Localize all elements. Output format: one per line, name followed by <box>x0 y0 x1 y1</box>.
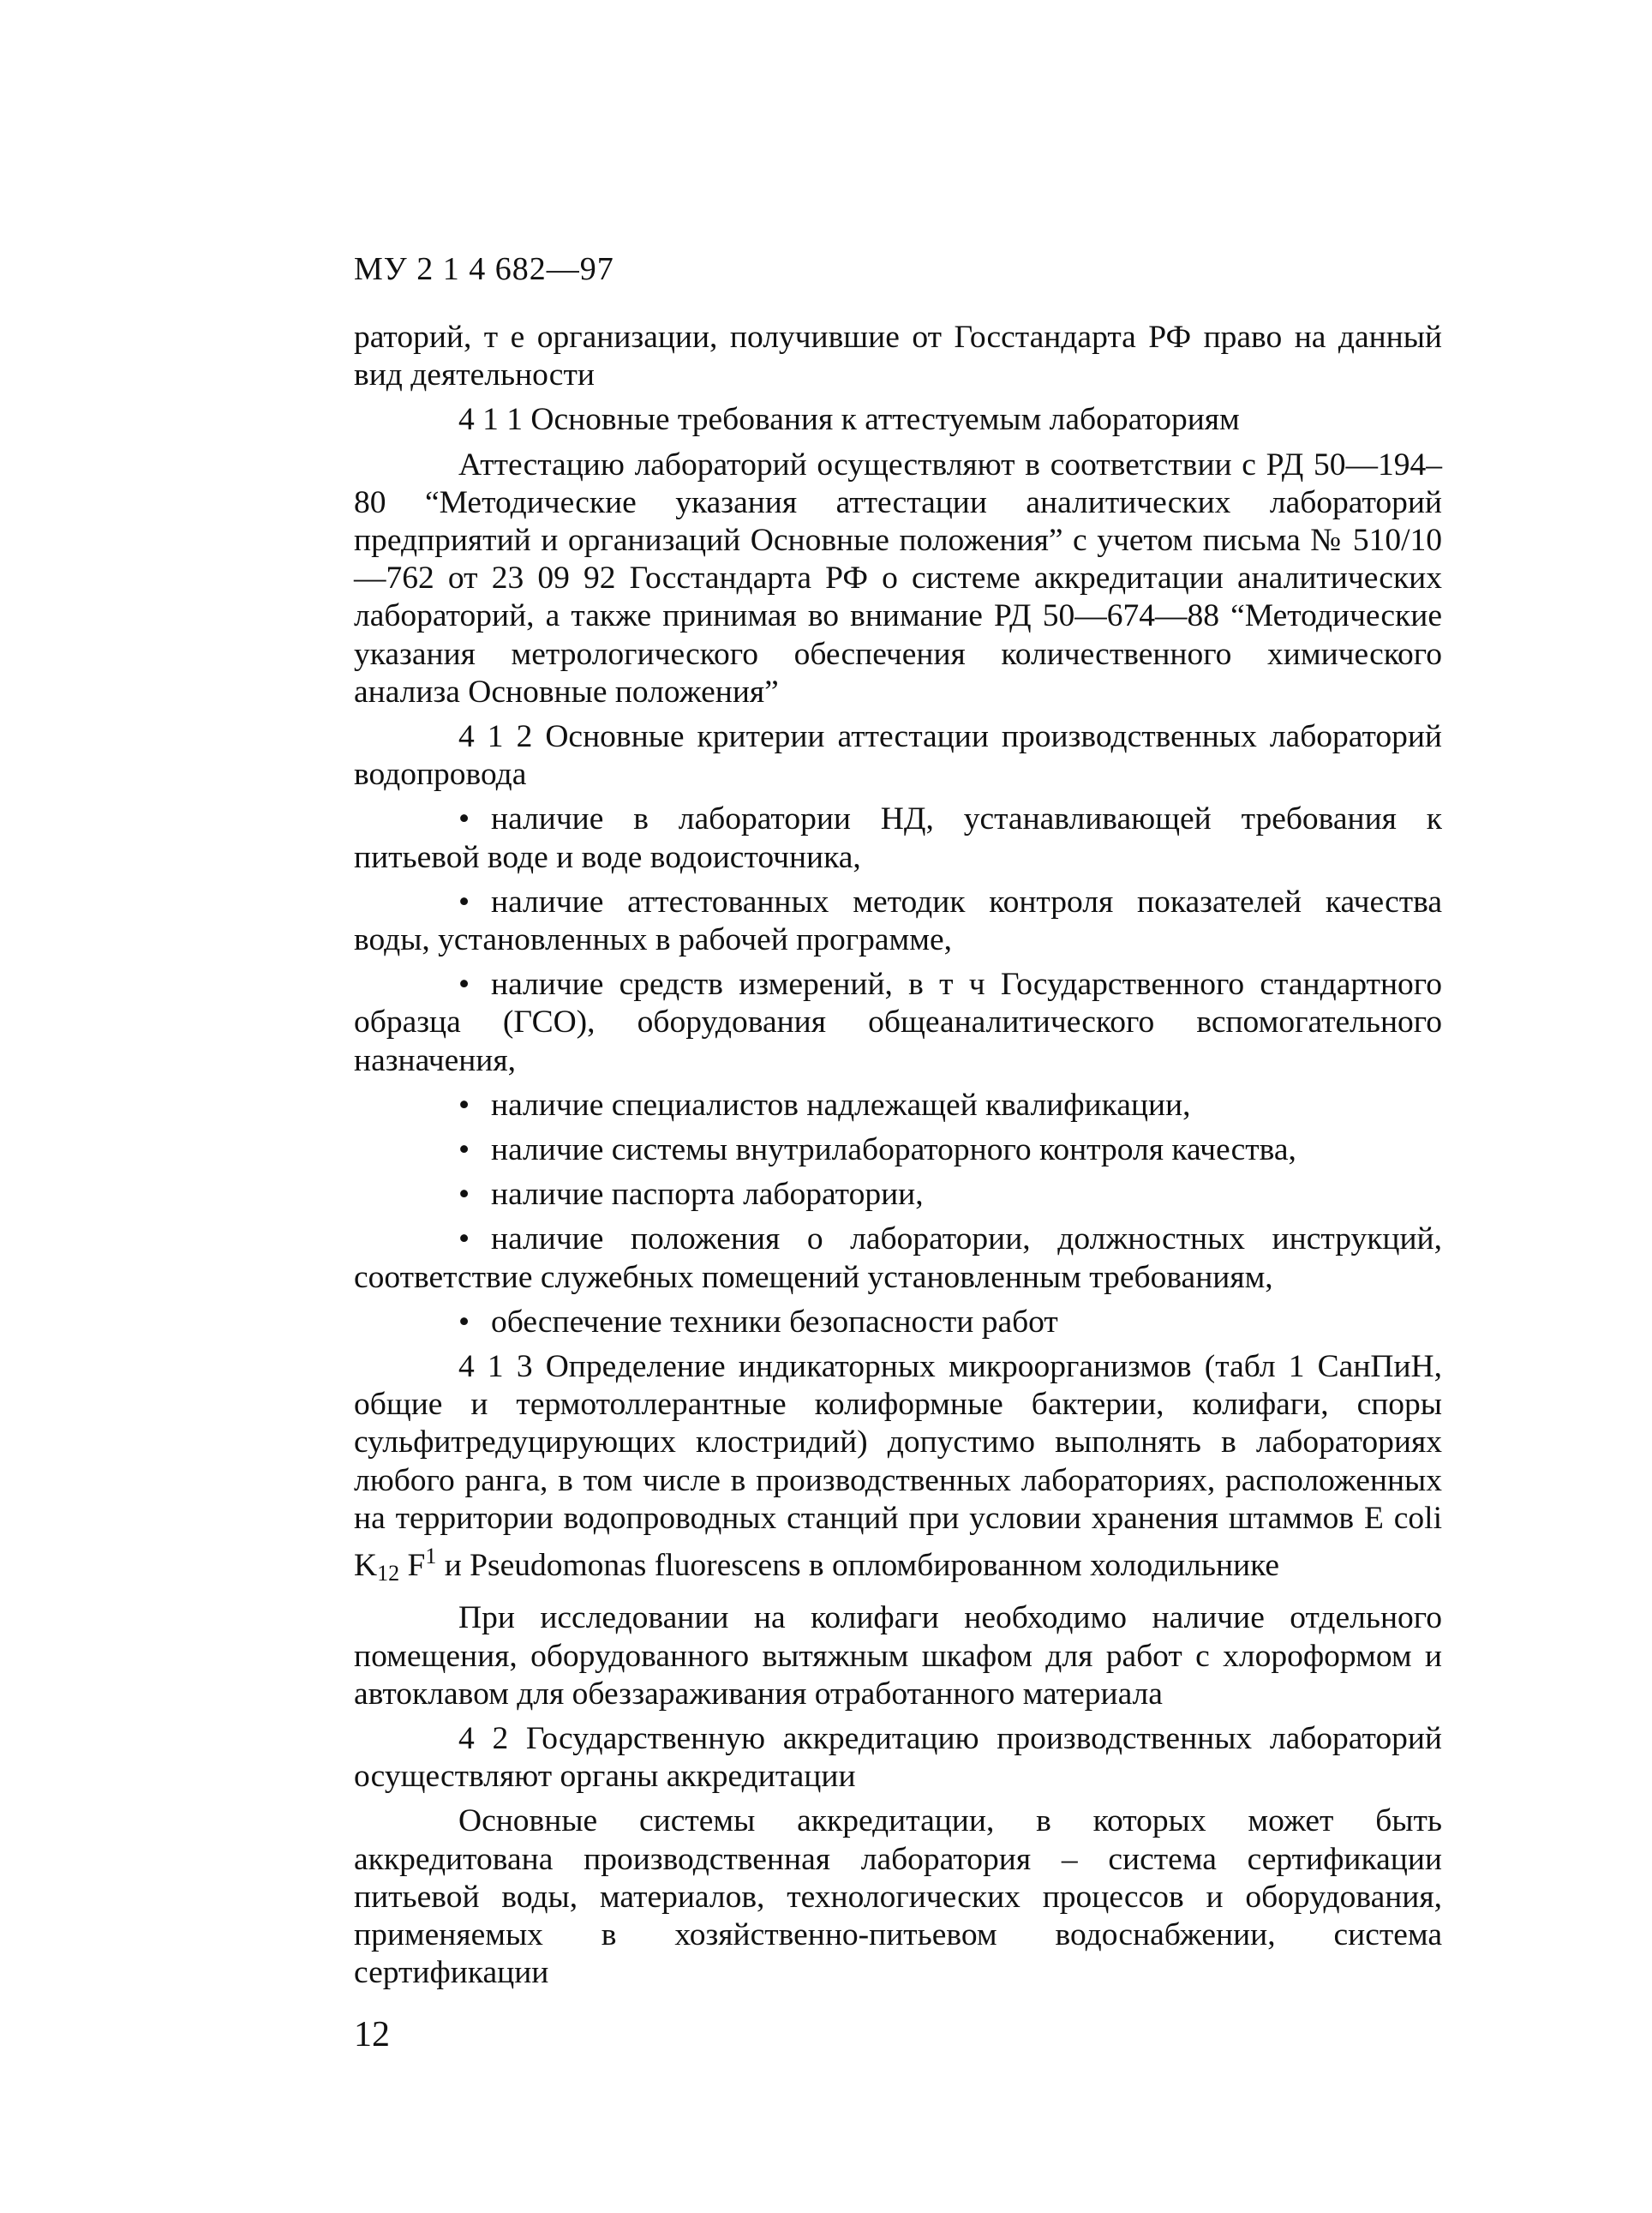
body-text <box>354 319 1442 1999</box>
bullet-icon: • <box>458 1221 470 1257</box>
section-4-1-2-heading: 4 1 2 Основные критерии аттестации производственных лабораторий водопровода <box>354 719 1442 793</box>
list-item-text: наличие аттестованных методик контроля показателей качества воды, установленных в рабочей программе, <box>354 884 1442 958</box>
document-code-header: МУ 2 1 4 682—97 <box>354 251 614 287</box>
list-item <box>354 801 1442 876</box>
section-4-1-1-heading: 4 1 1 Основные требования к аттестуемым лабораториям <box>458 402 1240 438</box>
bullet-icon: • <box>458 1177 470 1213</box>
paragraph-attestation: Аттестацию лабораторий осуществляют в соответствии с РД 50—194– 80 “Методические указания аттестации аналитических лабораторий предприятий и организаций Основные положения” с учетом письма № 510/10—762 от 23 09 92 Госстандарта РФ о системе аккредитации аналитических лабораторий, а также принимая во внимание РД 50—674—88 “Методические указания метрологического обеспечения количественного химического анализа Основные положения” <box>354 447 1442 710</box>
list-item-text: наличие положения о лаборатории, должностных инструкций, соответствие служебных помещений установленным требованиям, <box>354 1221 1442 1295</box>
paragraph-coliphages: При исследовании на колифаги необходимо наличие отдельного помещения, оборудованного вытяжным шкафом для работ с хлороформом и автоклавом для обеззараживания отработанного материала <box>354 1600 1442 1712</box>
bullet-icon: • <box>458 1304 470 1340</box>
bullet-icon: • <box>458 884 470 920</box>
page-number: 12 <box>354 2015 390 2054</box>
list-item <box>354 1176 1442 1214</box>
list-item-text: наличие системы внутрилабораторного контроля качества, <box>491 1132 1296 1168</box>
list-item <box>354 1131 1442 1169</box>
list-item <box>354 1087 1442 1124</box>
list-item-text: наличие специалистов надлежащей квалификации, <box>491 1087 1191 1123</box>
section-4-1-3-paragraph <box>354 1348 1442 1592</box>
subscript: 12 <box>377 1561 400 1586</box>
list-item-text: наличие паспорта лаборатории, <box>491 1177 924 1213</box>
list-item-text: наличие средств измерений, в т ч Государственного стандартного образца (ГСО), оборудования общеаналитического вспомогательного назначения, <box>354 967 1442 1078</box>
section-4-2-paragraph: 4 2 Государственную аккредитацию производственных лабораторий осуществляют органы аккредитации <box>354 1720 1442 1795</box>
paragraph-accreditation-systems: Основные системы аккредитации, в которых может быть аккредитована производственная лаборатория – система сертификации питьевой воды, материалов, технологических процессов и оборудования, применяемых в хозяйственно-питьевом водоснабжении, система сертификации <box>354 1803 1442 1991</box>
section-4-1-3-text: 4 1 3 Определение индикаторных микроорганизмов (табл 1 СанПиН, общие и термотоллерантные колиформные бактерии, колифаги, споры сульфитредуцирующих клостридий) допустимо выполнять в лабораториях любого ранга, в том числе в производственных лабораториях, расположенных на территории водопроводных станций при условии хранения штаммов E coli K <box>354 1349 1442 1584</box>
list-item <box>354 966 1442 1080</box>
superscript: 1 <box>425 1544 437 1569</box>
bullet-icon: • <box>458 801 470 837</box>
list-item-text: наличие в лаборатории НД, устанавливающей требования к питьевой воде и воде водоисточника, <box>354 801 1442 875</box>
section-4-1-3-mid: F <box>399 1548 426 1584</box>
list-item <box>354 884 1442 959</box>
bullet-icon: • <box>458 967 470 1003</box>
list-item <box>354 1304 1442 1341</box>
section-4-1-3-tail: и Pseudomonas fluorescens в опломбированном холодильнике <box>436 1548 1280 1584</box>
list-item <box>354 1220 1442 1296</box>
bullet-icon: • <box>458 1087 470 1123</box>
list-item-text: обеспечение техники безопасности работ <box>491 1304 1058 1340</box>
bullet-icon: • <box>458 1132 470 1168</box>
paragraph-continuation: раторий, т е организации, получившие от Госстандарта РФ право на данный вид деятельности <box>354 320 1442 393</box>
